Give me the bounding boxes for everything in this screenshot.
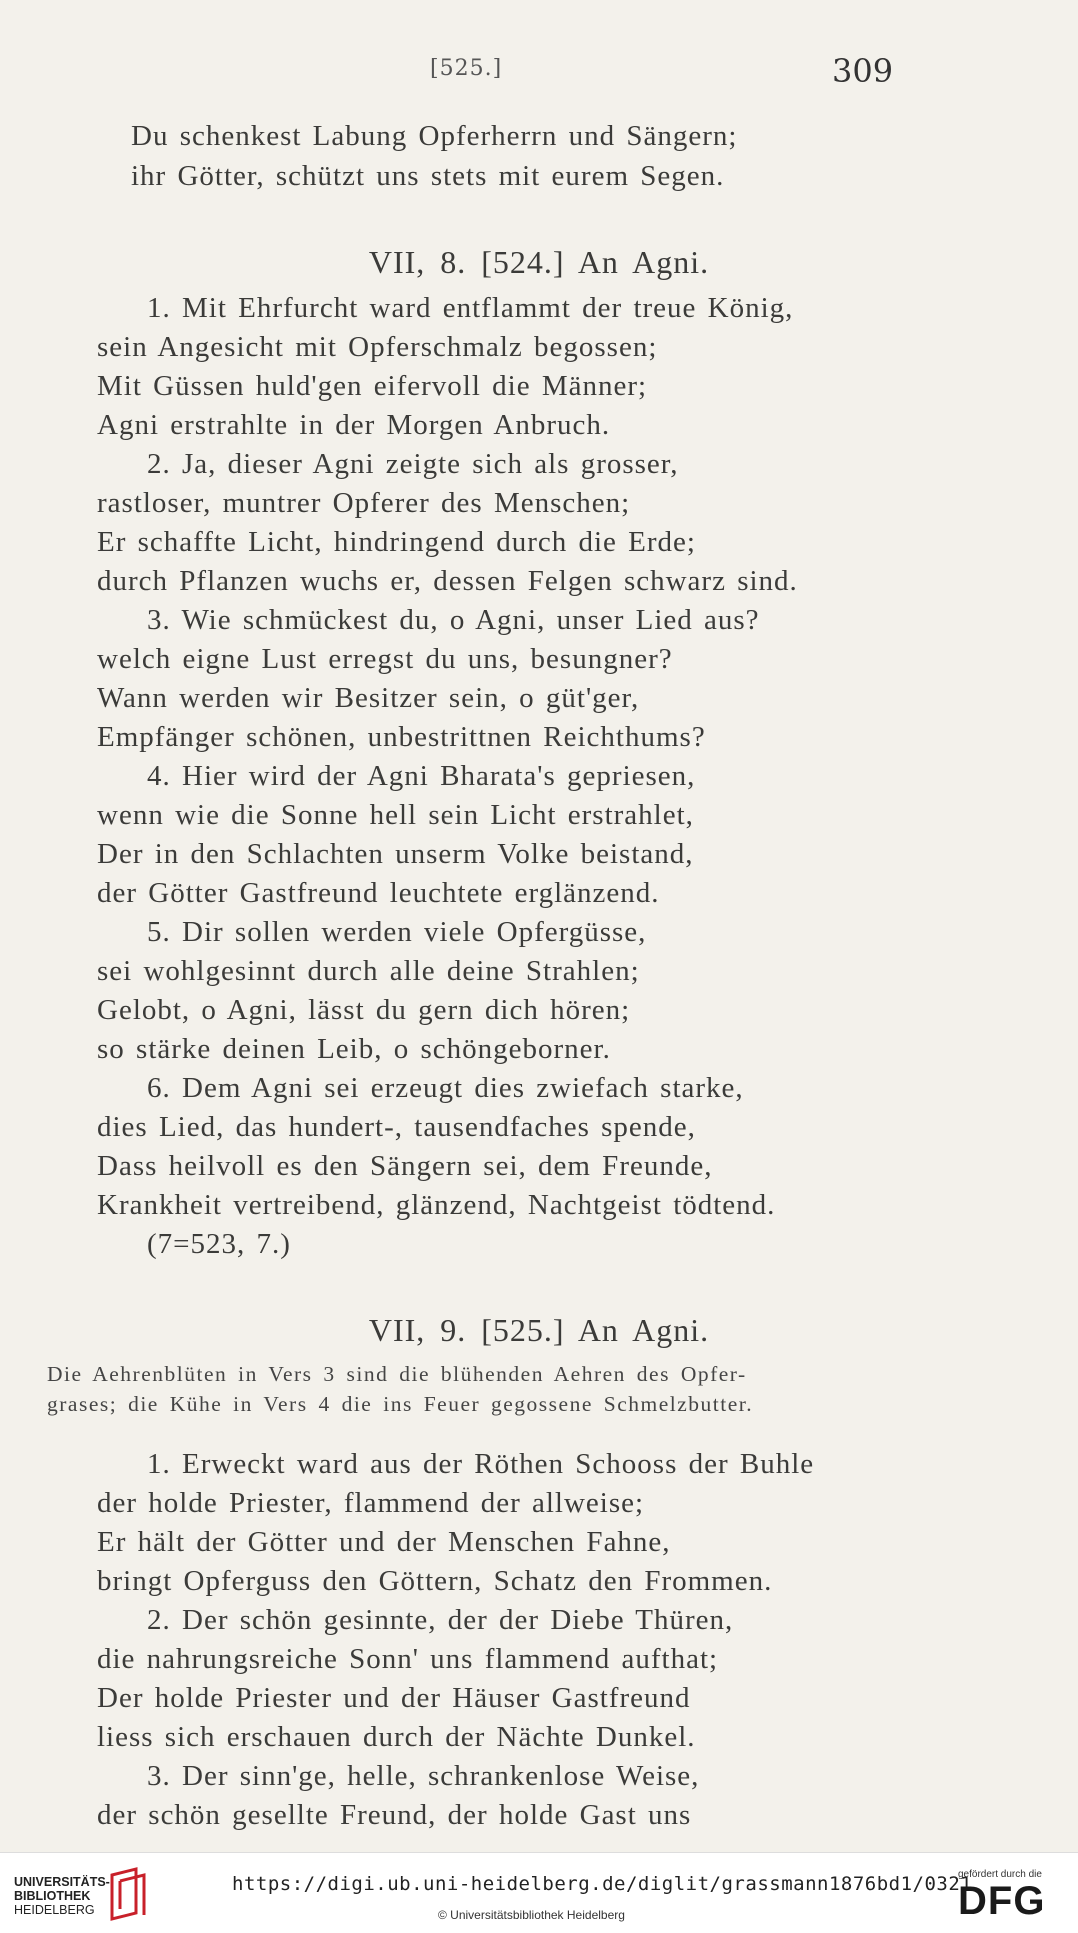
verse-line: der Götter Gastfreund leuchtete erglänzend. [97, 877, 660, 909]
intro-line: ihr Götter, schützt uns stets mit eurem Segen. [131, 160, 725, 192]
library-name [14, 1875, 110, 1917]
hymn-title: VII, 9. [525.] An Agni. [368, 1312, 710, 1348]
verse-line: Der holde Priester und der Häuser Gastfreund [97, 1682, 691, 1714]
library-logo-icon [106, 1865, 152, 1921]
hymn-title: VII, 8. [524.] An Agni. [368, 244, 710, 280]
verse-line: 2. Ja, dieser Agni zeigte sich als grosser, [147, 448, 679, 480]
funding-label: gefördert durch die [958, 1869, 1042, 1880]
verse-line: 5. Dir sollen werden viele Opfergüsse, [147, 916, 647, 948]
verse-line: bringt Opferguss den Göttern, Schatz den Frommen. [97, 1565, 773, 1597]
verse-line: Der in den Schlachten unserm Volke beistand, [97, 838, 694, 870]
page-number: 309 [832, 52, 894, 90]
verse-line: Gelobt, o Agni, lässt du gern dich hören; [97, 994, 631, 1026]
note-line: grases; die Kühe in Vers 4 die ins Feuer gegossene Schmelzbutter. [47, 1392, 754, 1416]
verse-line: Dass heilvoll es den Sängern sei, dem Freunde, [97, 1150, 713, 1182]
verse-line: 2. Der schön gesinnte, der der Diebe Thüren, [147, 1604, 734, 1636]
verse-line: dies Lied, das hundert-, tausendfaches spende, [97, 1111, 696, 1143]
copyright-text: © Universitätsbibliothek Heidelberg [438, 1908, 625, 1922]
verse-line: wenn wie die Sonne hell sein Licht erstrahlet, [97, 799, 694, 831]
viewer-footer [0, 1852, 1078, 1933]
verse-line: 1. Erweckt ward aus der Röthen Schooss der Buhle [147, 1448, 815, 1480]
verse-line: 4. Hier wird der Agni Bharata's gepriesen, [147, 760, 696, 792]
verse-line: Agni erstrahlte in der Morgen Anbruch. [97, 409, 611, 441]
verse-line: Empfänger schönen, unbestrittnen Reichthums? [97, 721, 706, 753]
verse-line: Krankheit vertreibend, glänzend, Nachtgeist tödtend. [97, 1189, 776, 1221]
verse-line: 6. Dem Agni sei erzeugt dies zwiefach starke, [147, 1072, 744, 1104]
verse-line: Wann werden wir Besitzer sein, o güt'ger, [97, 682, 640, 714]
page-header [0, 52, 1078, 92]
dfg-logo[interactable]: DFG [958, 1879, 1046, 1923]
note-line: Die Aehrenblüten in Vers 3 sind die blühenden Aehren des Opfer- [47, 1362, 747, 1386]
verse-line: der holde Priester, flammend der allweise; [97, 1487, 645, 1519]
verse-line: sein Angesicht mit Opferschmalz begossen; [97, 331, 658, 363]
verse-line: 3. Wie schmückest du, o Agni, unser Lied aus? [147, 604, 760, 636]
verse-line: durch Pflanzen wuchs er, dessen Felgen schwarz sind. [97, 565, 798, 597]
verse-line: die nahrungsreiche Sonn' uns flammend aufthat; [97, 1643, 719, 1675]
verse-line: Mit Güssen huld'gen eifervoll die Männer; [97, 370, 648, 402]
verse-line: so stärke deinen Leib, o schöngeborner. [97, 1033, 611, 1065]
cross-reference: (7=523, 7.) [147, 1228, 291, 1260]
header-reference: [525.] [430, 56, 503, 81]
verse-line: Er schaffte Licht, hindringend durch die Erde; [97, 526, 696, 558]
library-name-line: BIBLIOTHEK [14, 1889, 91, 1903]
verse-line: der schön gesellte Freund, der holde Gast uns [97, 1799, 692, 1831]
verse-line: 1. Mit Ehrfurcht ward entflammt der treue König, [147, 292, 794, 324]
verse-line: 3. Der sinn'ge, helle, schrankenlose Weise, [147, 1760, 700, 1792]
verse-line: rastloser, muntrer Opferer des Menschen; [97, 487, 631, 519]
library-name-line: UNIVERSITÄTS- [14, 1875, 110, 1889]
intro-line: Du schenkest Labung Opferherrn und Sängern; [131, 120, 738, 152]
library-city: HEIDELBERG [14, 1903, 95, 1917]
verse-line: sei wohlgesinnt durch alle deine Strahlen; [97, 955, 640, 987]
verse-line: welch eigne Lust erregst du uns, besungner? [97, 643, 673, 675]
verse-line: Er hält der Götter und der Menschen Fahne, [97, 1526, 671, 1558]
verse-line: liess sich erschauen durch der Nächte Dunkel. [97, 1721, 696, 1753]
permalink-url[interactable]: https://digi.ub.uni-heidelberg.de/diglit/grassmann1876bd1/0321 [232, 1873, 973, 1895]
